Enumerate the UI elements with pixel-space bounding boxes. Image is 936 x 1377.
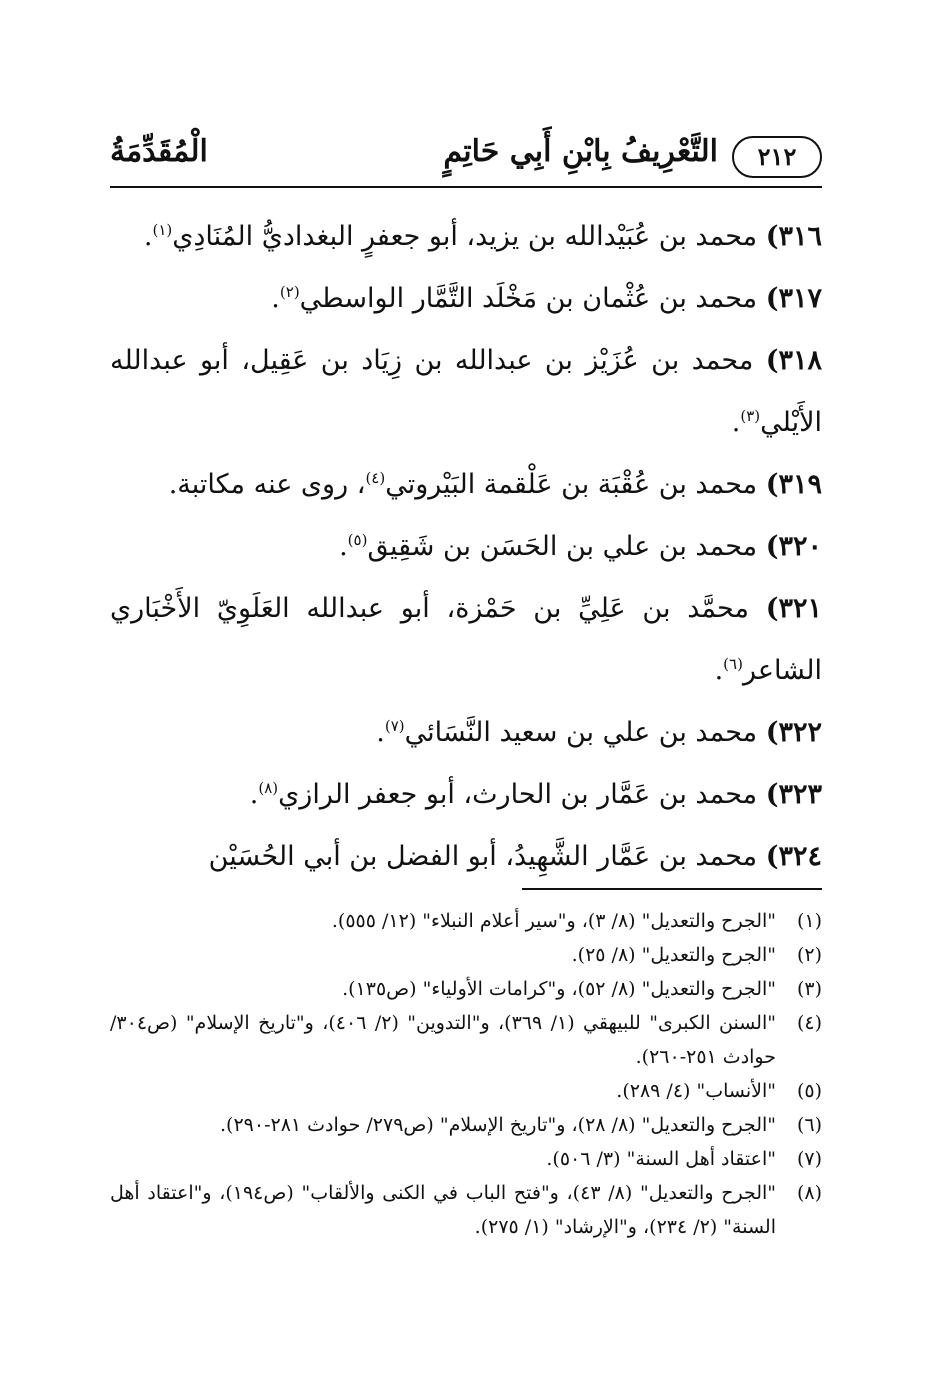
entry-text: محمد بن عَمَّار الشَّهِيدُ، أبو الفضل بن أبي الحُسَيْن (208, 841, 758, 872)
entry-tail: . (339, 531, 348, 562)
entry-text: محمد بن علي بن الحَسَن بن شَقِيق (367, 531, 758, 562)
entry-text: محمد بن عَمَّار بن الحارث، أبو جعفر الرازي (278, 779, 758, 810)
entry-number: ٣٢٤) (765, 841, 822, 872)
footnote-1 (110, 904, 822, 938)
entry-323 (110, 764, 822, 826)
entry-tail: . (143, 221, 153, 252)
entry-tail: ، روى عنه مكاتبة. (168, 469, 366, 500)
footnote-text: "الجرح والتعديل" (٨/ ٢٥). (571, 944, 776, 966)
entry-text: محمد بن عُثْمان بن مَخْلَد التَّمَّار الواسطي (299, 283, 758, 314)
footnote-number: (٥) (796, 1080, 822, 1102)
entry-324 (110, 826, 822, 888)
footnote-number: (٣) (796, 978, 822, 1000)
entry-number: ٣١٨) (765, 345, 822, 376)
footnote-ref[interactable]: (٣) (740, 407, 761, 425)
footnote-ref[interactable]: (١) (152, 221, 173, 239)
entry-319 (110, 454, 822, 516)
footnote-ref[interactable]: (٤) (365, 469, 386, 487)
entry-tail: . (714, 655, 724, 686)
entry-text: محمد بن علي بن سعيد النَّسَائي (404, 717, 758, 748)
entry-text: محمد بن عُقْبَة بن عَلْقمة البَيْروتي (385, 469, 758, 500)
page-header (110, 128, 822, 188)
entry-text: محمَّد بن عَلِيِّ بن حَمْزة، أبو عبدالله العَلَوِيّ الأَخْبَاري الشاعر (110, 593, 822, 686)
footnote-number: (٧) (796, 1148, 822, 1170)
footnote-text: "السنن الكبرى" للبيهقي (١/ ٣٦٩)، و"التدوين" (٢/ ٤٠٦)، و"تاريخ الإسلام" (ص٣٠٤/ حوادث ٢٥١-٢٦٠). (110, 1012, 776, 1068)
entry-318 (110, 330, 822, 454)
entry-321 (110, 578, 822, 702)
entries-list (110, 206, 822, 888)
entry-text: محمد بن عُزَيْز بن عبدالله بن زِيَاد بن عَقِيل، أبو عبدالله الأَيْلي (110, 345, 822, 438)
footnote-6 (110, 1108, 822, 1142)
footnote-8 (110, 1176, 822, 1244)
footnote-text: "اعتقاد أهل السنة" (٣/ ٥٠٦). (546, 1148, 776, 1170)
book-title: التَّعْرِيفُ بِابْنِ أَبِي حَاتِمٍ (443, 134, 718, 169)
entry-text: محمد بن عُبَيْدالله بن يزيد، أبو جعفرٍ البغداديُّ المُنَادِي (172, 221, 758, 252)
footnote-2 (110, 938, 822, 972)
page-number: ٢١٢ (732, 136, 822, 178)
entry-number: ٣٢٢) (765, 717, 822, 748)
entry-number: ٣٢١) (765, 593, 822, 624)
entry-number: ٣٢٣) (765, 779, 822, 810)
header-rule (110, 186, 822, 188)
footnote-divider (522, 888, 822, 890)
entry-tail: . (271, 283, 280, 314)
entry-322 (110, 702, 822, 764)
footnote-text: "الجرح والتعديل" (٨/ ٤٣)، و"فتح الباب في الكنى والألقاب" (ص١٩٤)، و"اعتقاد أهل السنة" (٢/ ٢٣٤)، و"الإرشاد" (١/ ٢٧٥). (110, 1182, 777, 1238)
entry-number: ٣١٦) (765, 221, 822, 252)
footnote-7 (110, 1142, 822, 1176)
footnote-number: (٨) (796, 1182, 822, 1204)
footnote-ref[interactable]: (٢) (279, 283, 300, 301)
footnote-number: (٤) (796, 1012, 822, 1034)
footnote-ref[interactable]: (٨) (258, 779, 279, 797)
footnote-ref[interactable]: (٧) (384, 717, 405, 735)
footnote-number: (٦) (796, 1114, 822, 1136)
footnote-text: "الجرح والتعديل" (٨/ ٢٨)، و"تاريخ الإسلام" (ص٢٧٩/ حوادث ٢٨١-٢٩٠). (219, 1114, 776, 1136)
running-title: الْمُقَدِّمَةُ (110, 134, 208, 169)
footnote-3 (110, 972, 822, 1006)
entry-number: ٣١٧) (765, 283, 822, 314)
footnote-5 (110, 1074, 822, 1108)
footnote-text: "الجرح والتعديل" (٨/ ٣)، و"سير أعلام النبلاء" (١٢/ ٥٥٥). (331, 910, 776, 932)
entry-317 (110, 268, 822, 330)
footnotes-list (110, 904, 822, 1244)
footnote-ref[interactable]: (٥) (347, 531, 368, 549)
entry-tail: . (376, 717, 385, 748)
footnote-number: (٢) (796, 944, 822, 966)
entry-320 (110, 516, 822, 578)
entry-number: ٣٢٠) (765, 531, 822, 562)
footnote-text: "الأنساب" (٤/ ٢٨٩). (616, 1080, 776, 1102)
footnote-ref[interactable]: (٦) (723, 655, 743, 673)
entry-316 (110, 206, 822, 268)
footnote-text: "الجرح والتعديل" (٨/ ٥٢)، و"كرامات الأولياء" (ص١٣٥). (342, 978, 776, 1000)
footnote-4 (110, 1006, 822, 1074)
entry-number: ٣١٩) (765, 469, 822, 500)
footnote-number: (١) (796, 910, 822, 932)
entry-tail: . (731, 407, 741, 438)
entry-tail: . (249, 779, 259, 810)
